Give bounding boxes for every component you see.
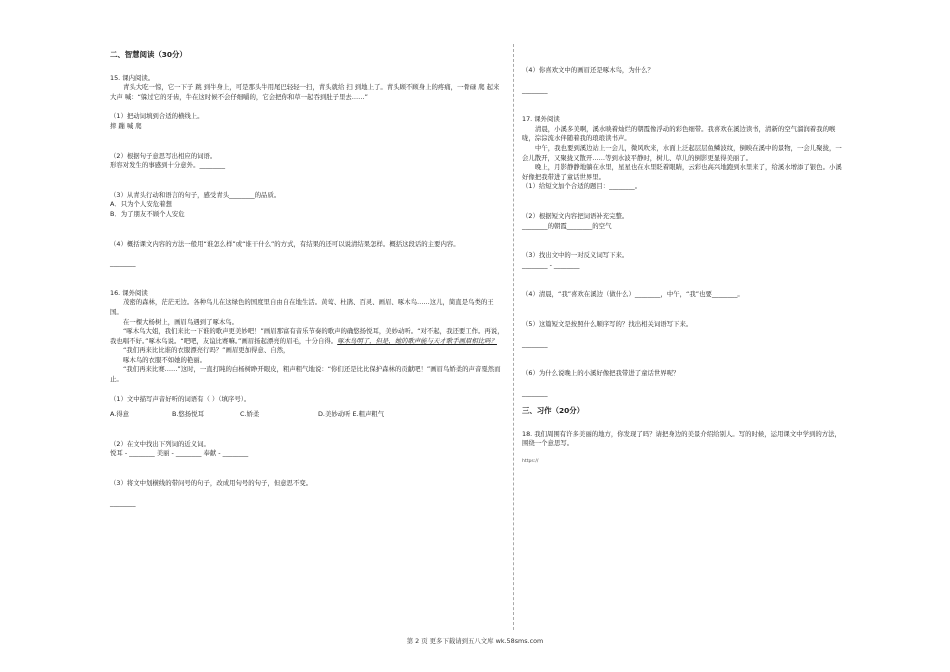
q16-sub2: （2）在文中找出下列词的近义词。 — [110, 439, 210, 448]
q15-sub3: （3）从青头行动和语言的句子，感受青头________的品质。 — [110, 190, 281, 199]
q17-sub2: （2）根据短文内容把词语补充完整。 — [522, 211, 629, 220]
q17-sub4: （4）清晨，“我”喜欢在溪边（做什么）________，中午，“我”也要________。 — [522, 290, 744, 299]
q17-sub1: （1）给短文加个合适的题目：________。 — [522, 182, 642, 191]
q15-sub2: （2）根据句子意思写出相应的词语。 — [110, 151, 217, 160]
q15-passage: 青头大吃一惊，它一下子 跳 到牛身上，可是那头牛用尾巴轻轻一扫，青头就给 扫 到地上了。青头顾不顾身上的疼痛，一骨碌 爬 起来大声 喊：“躲过它的牙齿，牛在这时候不会仔细嚼的，它会把你和草一起吞到肚子里去……” — [110, 83, 500, 101]
q17-sub5: （5）这篇短文是按照什么顺序写的？找出相关词语写下来。 — [522, 319, 693, 328]
q16-sub1-options — [110, 410, 504, 420]
q18-prompt: 18. 我们周围有许多美丽的地方，你发现了吗？请把身边的美景介绍给别人。写的时候，运用课文中学到的方法，围绕一个意思写。 — [522, 429, 841, 448]
q16-sub3: （3）将文中划横线的带问号的句子，改成用句号的句子，但意思不变。 — [110, 479, 313, 488]
column-divider — [513, 44, 514, 630]
q16-sub1: （1）文中描写声音好听的词语有（ ）（填序号）。 — [110, 394, 251, 403]
q17-paragraph-3: 晚上，月影静静地躺在水里，星星也在水里眨着眼睛，云彩也高兴地跑到水里来了，给溪水增添了银色。小溪好像把我带进了童话世界里。 — [522, 163, 842, 181]
section-title-writing: 三、习作（20分） — [522, 406, 585, 416]
q16-paragraph-3 — [110, 327, 504, 346]
q17-paragraph-1: 清晨，小溪多美啊，溪水映着灿烂的朝霞像浮动的彩色细带。我喜欢在溪边读书，清新的空气溜润着我的喉咙，淙淙流水伴随着我的琅琅读书声。 — [522, 124, 836, 143]
q16-paragraph-1: 茂密的森林，茫茫无边。各种鸟儿在这绿色的国度里自由自在地生活。黄莺、杜鹃、百灵、画眉、啄木鸟……这儿，简直是鸟类的王国。 — [110, 298, 494, 316]
left-column — [110, 44, 504, 508]
q15-sub1: （1）把动词填到合适的横线上。 — [110, 112, 204, 121]
q17-sub3-text: ________ - ________ — [522, 260, 580, 269]
q16-paragraph-5: 啄木鸟的衣服不如她的艳丽。 — [123, 355, 207, 364]
q17-title: 17. 课外阅读 — [522, 115, 560, 124]
q16-option-c: C.娇柔 — [240, 410, 260, 419]
section-title-reading: 二、智慧阅读（30分） — [110, 50, 187, 59]
q16-paragraph-4: “我们再来比比谁的衣服漂亮行吗？”画眉更加得意、自然， — [123, 346, 290, 355]
q17-sub6-blank: ________ — [522, 388, 548, 397]
q16-sub4: （4）你喜欢文中的画眉还是啄木鸟，为什么？ — [522, 66, 654, 74]
q16-option-b: B.悠扬悦耳 — [172, 410, 204, 419]
q17-paragraph-2: 中午，我也要到溪边站上一会儿，微风吹来，水面上泛起层层鱼鳞波纹，倒映在溪中的景物，一会儿聚拢，一会儿散开，又聚拢又散开……等到水波平静时，树儿、草儿的倒影更显得美丽了。 — [522, 143, 842, 162]
q16-paragraph-6: “我们再来比赛……”这时，一直打盹的白杨树睁开眼皮，粗声粗气地说：“你们还是比比保护森林的贡献吧！”画眉鸟娇柔的声音戛然而止。 — [110, 365, 501, 384]
q16-paragraph-2: 在一棵大杨树上，画眉鸟遇到了啄木鸟。 — [123, 317, 239, 326]
q15-title: 15. 课内阅读。 — [110, 73, 155, 82]
q17-sub5-blank: ________ — [522, 339, 548, 348]
q15-sub4: （4）概括课文内容的方法一般用“谁怎么样”或“谁干什么”的方式，有结果的还可以说清结果怎样。概括这段话的主要内容。 — [110, 239, 460, 248]
q17-sub3: （3）找出文中的一对反义词写下来。 — [522, 251, 629, 260]
q15-sub3-option-b: B．为了朋友不顾个人安危 — [110, 209, 185, 218]
q16-sub2-text: 悦耳 - ________ 美丽 - ________ 奉献 - ________ — [110, 449, 249, 458]
q15-sub3-option-a: A．只为个人安危着想 — [110, 200, 172, 209]
q15-sub1-words: 摔 蹦 喊 爬 — [110, 121, 142, 130]
q16-sub4-blank: ________ — [522, 85, 548, 94]
page-footer: 第 2 页 更多下载请到五八文库 wk.58sms.com — [406, 637, 544, 645]
q16-paragraph-3-text: “啄木鸟大姐，我们来比一下谁的歌声更美妙吧！”画眉那富有音乐节奏的歌声的确悠扬悦耳，美妙动听。“对不起，我还要工作。再说，我也唱不好。”啄木鸟说。“吧吧，友谊比赛嘛。”画眉扬起漂亮的眉毛，十分自得。 — [110, 327, 504, 345]
q17-sub6: （6）为什么说晚上的小溪好像把我带进了童话世界呢？ — [522, 369, 680, 378]
q16-option-d: D.美妙动听 E.粗声粗气 — [318, 410, 385, 419]
q16-title: 16. 课外阅读 — [110, 288, 148, 297]
q15-sub4-blank: ________ — [110, 259, 136, 268]
q16-sub3-blank: ________ — [110, 498, 136, 507]
q15-sub2-text: 形容对发生的事感到十分意外。________ — [110, 161, 226, 170]
q17-sub2-text: ________的朝霞________的空气 — [522, 221, 612, 230]
right-column — [522, 44, 846, 467]
q18-note: https:// — [522, 459, 539, 465]
q16-option-a: A.得意 — [110, 410, 130, 419]
q16-underlined-sentence: 啄木鸟明了，但是，她的歌声能与天才歌手画眉相比吗？ — [337, 336, 497, 345]
